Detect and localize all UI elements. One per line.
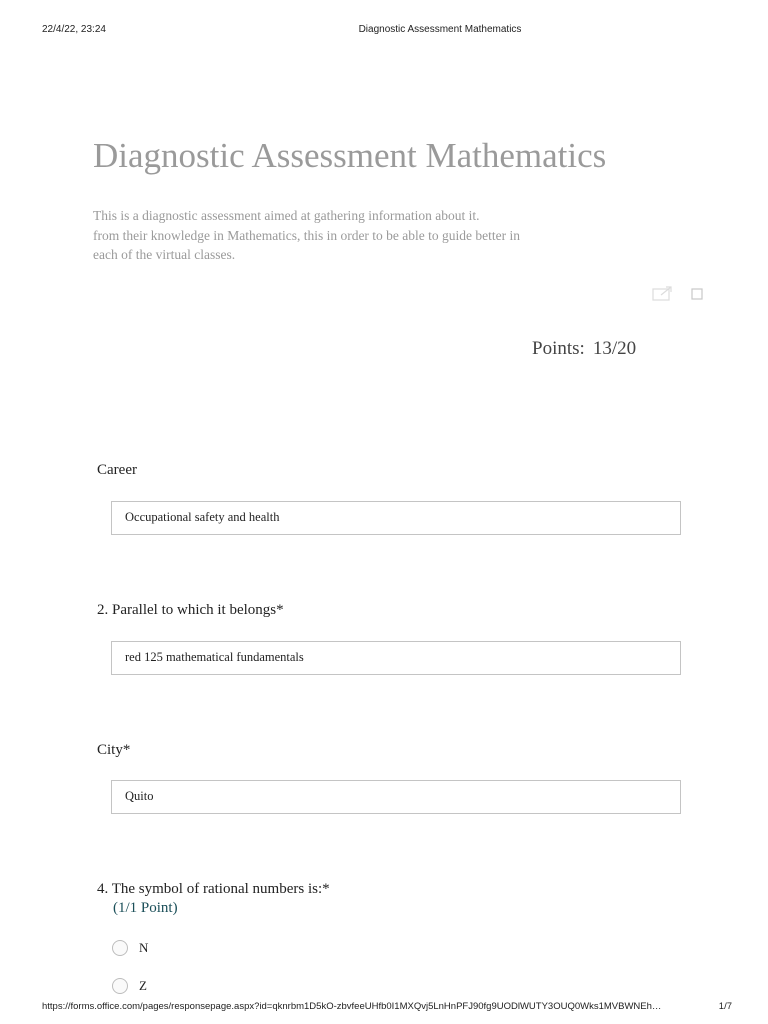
city-answer-field[interactable]: Quito: [111, 780, 681, 814]
print-footer: [0, 1001, 768, 1015]
question-rational-symbol: [97, 881, 330, 917]
points-label: Points:: [532, 338, 585, 359]
page-number: 1/7: [718, 1001, 732, 1012]
points-value: 13/20: [592, 338, 637, 359]
print-document-title: Diagnostic Assessment Mathematics: [358, 24, 522, 35]
print-icon[interactable]: [690, 284, 704, 302]
question-parallel: [97, 602, 284, 619]
question-label: City*: [97, 742, 131, 758]
radio-button[interactable]: [112, 940, 128, 956]
form-description: [93, 206, 563, 265]
form-description-line: each of the virtual classes.: [93, 247, 236, 262]
form-description-line: This is a diagnostic assessment aimed at gathering information about it.: [93, 208, 480, 223]
form-title: Diagnostic Assessment Mathematics: [93, 136, 607, 175]
option-label: N: [139, 940, 149, 955]
question-label: 4. The symbol of rational numbers is:*: [97, 881, 330, 897]
share-icon[interactable]: [651, 284, 675, 302]
question-city: [97, 742, 130, 759]
parallel-answer-field[interactable]: red 125 mathematical fundamentals: [111, 641, 681, 675]
option-label: Z: [139, 978, 147, 993]
print-url: https://forms.office.com/pages/responsepage.aspx?id=qknrbm1D5kO-zbvfeeUHfb0I1MXQvj5LnHnPFJ90fg9UODlWUTY3OUQ0Wks1MVBWNEh…: [42, 1001, 662, 1012]
print-header: [0, 24, 768, 38]
form-description-line: from their knowledge in Mathematics, this in order to be able to guide better in: [93, 227, 521, 243]
question-career: [97, 462, 137, 479]
print-datetime: 22/4/22, 23:24: [42, 24, 106, 35]
points-summary: [532, 338, 636, 360]
career-answer-field[interactable]: Occupational safety and health: [111, 501, 681, 535]
radio-button[interactable]: [112, 978, 128, 994]
question-label: 2. Parallel to which it belongs*: [97, 602, 284, 618]
question-label: Career: [97, 462, 137, 478]
question-points: (1/1 Point): [113, 900, 178, 916]
